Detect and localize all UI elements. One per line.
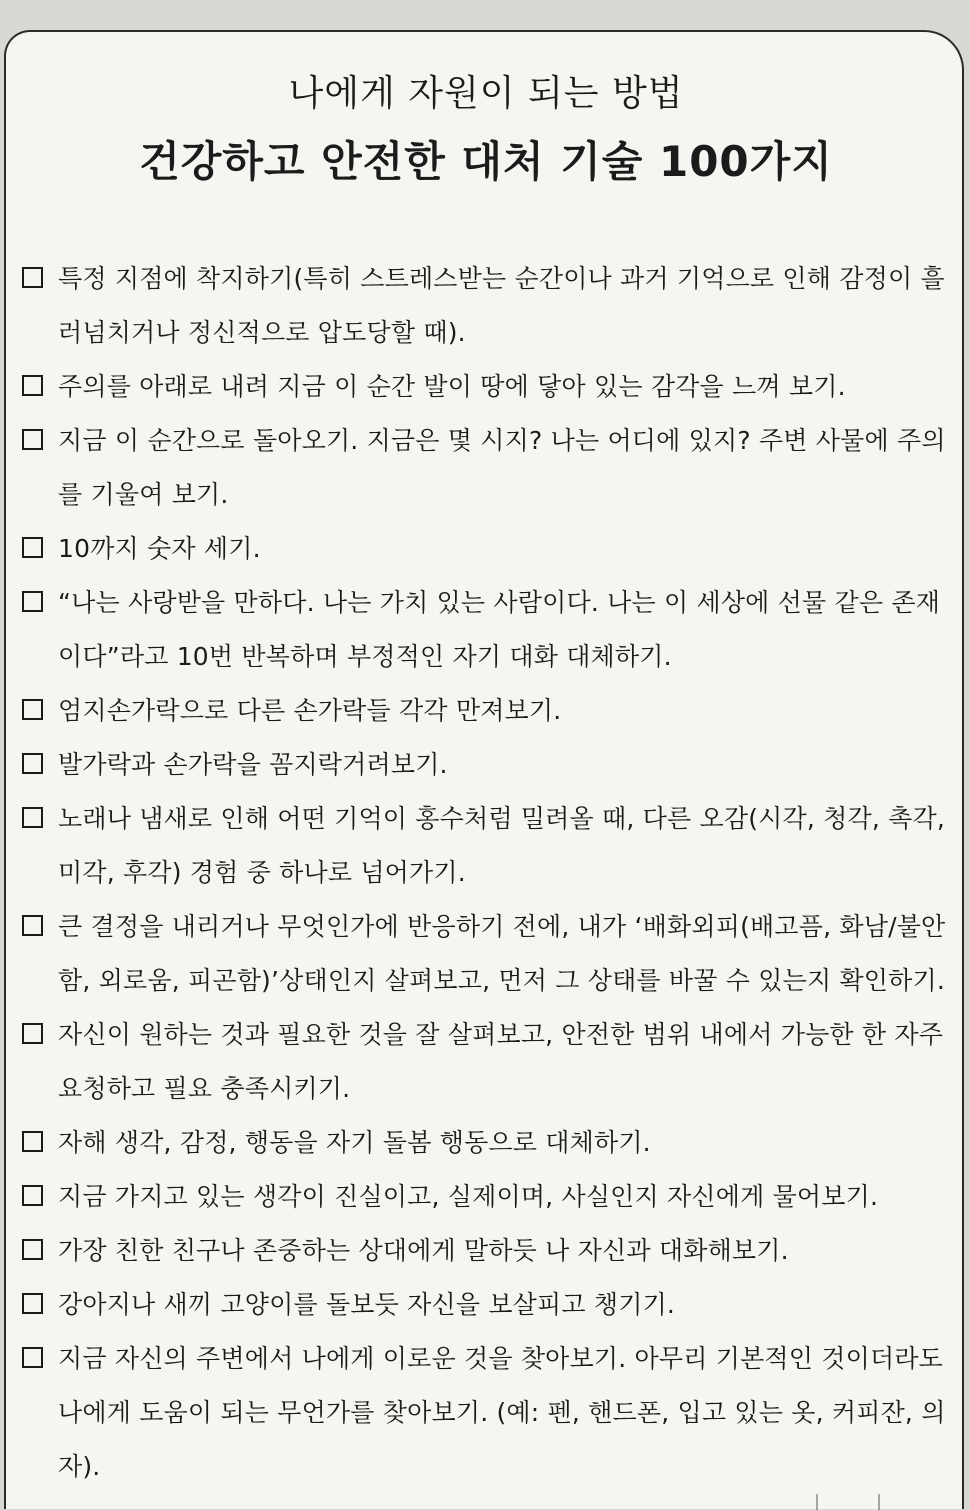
checklist-item-text: 노래나 냄새로 인해 어떤 기억이 홍수처럼 밀려올 때, 다른 오감(시각, 청각, 촉각, 미각, 후각) 경험 중 하나로 넘어가기. — [58, 804, 946, 887]
checklist-item-text: 지금 가지고 있는 생각이 진실이고, 실제이며, 사실인지 자신에게 물어보기. — [58, 1182, 879, 1211]
checkbox-icon[interactable] — [22, 267, 43, 288]
checklist-item — [20, 792, 950, 900]
page-title: 건강하고 안전한 대처 기술 100가지 — [139, 137, 833, 186]
checklist-item-text: 지금 이 순간으로 돌아오기. 지금은 몇 시지? 나는 어디에 있지? 주변 사물에 주의를 기울여 보기. — [58, 426, 946, 509]
checklist-item — [20, 1278, 950, 1332]
checkbox-icon[interactable] — [22, 1185, 43, 1206]
checklist-item — [20, 684, 950, 738]
checkbox-icon[interactable] — [22, 1131, 43, 1152]
checklist-item — [20, 1332, 950, 1494]
checklist-item-text: 가장 친한 친구나 존중하는 상대에게 말하듯 나 자신과 대화해보기. — [58, 1236, 789, 1265]
checklist-item — [20, 522, 950, 576]
page-edge-mark — [816, 1494, 880, 1510]
checklist-item-text: 주의를 아래로 내려 지금 이 순간 발이 땅에 닿아 있는 감각을 느껴 보기. — [58, 372, 846, 401]
checklist-item — [20, 252, 950, 360]
checkbox-icon[interactable] — [22, 1293, 43, 1314]
checklist-item — [20, 1170, 950, 1224]
checkbox-icon[interactable] — [22, 1347, 43, 1368]
checkbox-icon[interactable] — [22, 753, 43, 774]
checkbox-icon[interactable] — [22, 1239, 43, 1260]
checklist-item-text: 지금 자신의 주변에서 나에게 이로운 것을 찾아보기. 아무리 기본적인 것이더라도 나에게 도움이 되는 무언가를 찾아보기. (예: 펜, 핸드폰, 입고 있는 옷, 커피잔, 의자). — [58, 1344, 946, 1481]
checklist-item — [20, 576, 950, 684]
checklist-item-text: 특정 지점에 착지하기(특히 스트레스받는 순간이나 과거 기억으로 인해 감정이 흘러넘치거나 정신적으로 압도당할 때). — [58, 264, 945, 347]
checklist-item-text: 자신이 원하는 것과 필요한 것을 잘 살펴보고, 안전한 범위 내에서 가능한 한 자주 요청하고 필요 충족시키기. — [58, 1020, 944, 1103]
checklist-item — [20, 1224, 950, 1278]
checklist-item-text: 자해 생각, 감정, 행동을 자기 돌봄 행동으로 대체하기. — [58, 1128, 651, 1157]
checkbox-icon[interactable] — [22, 915, 43, 936]
coping-skills-checklist — [20, 252, 950, 1494]
checklist-item — [20, 360, 950, 414]
checklist-item-text: 강아지나 새끼 고양이를 돌보듯 자신을 보살피고 챙기기. — [58, 1290, 676, 1319]
checkbox-icon[interactable] — [22, 1023, 43, 1044]
checklist-item-text: 발가락과 손가락을 꼼지락거려보기. — [58, 750, 448, 779]
checklist-item-text: 엄지손가락으로 다른 손가락들 각각 만져보기. — [58, 696, 562, 725]
page-subtitle: 나에게 자원이 되는 방법 — [288, 73, 684, 114]
checkbox-icon[interactable] — [22, 429, 43, 450]
checklist-item — [20, 738, 950, 792]
book-page — [4, 30, 964, 1509]
checklist-item-text: “나는 사랑받을 만하다. 나는 가치 있는 사람이다. 나는 이 세상에 선물 같은 존재이다”라고 10번 반복하며 부정적인 자기 대화 대체하기. — [58, 588, 941, 671]
checklist-item — [20, 1008, 950, 1116]
checklist-item — [20, 414, 950, 522]
checkbox-icon[interactable] — [22, 537, 43, 558]
checkbox-icon[interactable] — [22, 807, 43, 828]
checklist-item — [20, 1116, 950, 1170]
checklist-item — [20, 900, 950, 1008]
checklist-item-text: 10까지 숫자 세기. — [58, 534, 261, 563]
checkbox-icon[interactable] — [22, 591, 43, 612]
checkbox-icon[interactable] — [22, 375, 43, 396]
checklist-item-text: 큰 결정을 내리거나 무엇인가에 반응하기 전에, 내가 ‘배화외피(배고픔, 화남/불안함, 외로움, 피곤함)’상태인지 살펴보고, 먼저 그 상태를 바꿀 수 있는지 확인하기. — [58, 912, 946, 995]
checkbox-icon[interactable] — [22, 699, 43, 720]
